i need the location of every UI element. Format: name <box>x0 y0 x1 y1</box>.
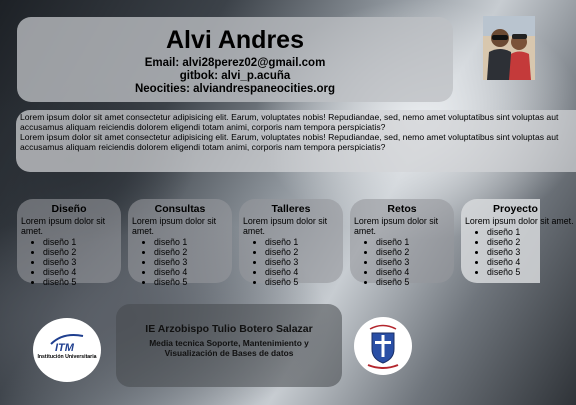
list-item: • diseño 2 <box>154 247 228 257</box>
card-title: Proyecto <box>493 203 538 215</box>
intro-text-block <box>16 110 576 172</box>
card-text: Lorem ipsum dolor sit amet. <box>354 216 439 236</box>
card-title: Diseño <box>51 203 87 215</box>
school-desc-line-2: Visualización de Bases de datos <box>164 348 294 358</box>
list-item: • diseño 5 <box>265 277 339 287</box>
card-text: Lorem ipsum dolor sit amet. <box>465 216 574 226</box>
email-text: Email: alvi28perez02@gmail.com <box>144 57 326 69</box>
list-item: • diseño 3 <box>487 247 536 257</box>
school-info <box>116 304 342 387</box>
school-crest-logo <box>354 317 412 375</box>
list-item: • diseño 4 <box>43 267 117 277</box>
list-item: • diseño 1 <box>265 237 339 247</box>
card-talleres <box>239 199 343 287</box>
neocities-text: Neocities: alviandrespaneocities.org <box>134 83 336 95</box>
card-title: Consultas <box>154 203 206 215</box>
school-desc-line-1: Media tecnica Soporte, Mantenimiento y <box>149 338 309 348</box>
itm-logo <box>33 318 101 382</box>
profile-header <box>17 17 453 102</box>
card-text: Lorem ipsum dolor sit amet. <box>243 216 328 236</box>
card-text: Lorem ipsum dolor sit amet. <box>21 216 106 236</box>
intro-paragraph-1: Lorem ipsum dolor sit amet consectetur adipisicing elit. Earum, voluptates nobis! Repudiandae, sed, nemo amet voluptatibus sint voluptas aut accusamus aliquam reiciendis dolorem eligendi totam animi, corporis nam tempora perspiciatis? <box>20 112 559 132</box>
list-item: • diseño 2 <box>376 247 450 257</box>
list-item: • diseño 1 <box>43 237 117 247</box>
intro-paragraph-2: Lorem ipsum dolor sit amet consectetur adipisicing elit. Earum, voluptates nobis! Repudiandae, sed, nemo amet voluptatibus sint voluptas aut accusamus aliquam reiciendis dolorem eligendi totam animi, corporis nam tempora perspiciatis? <box>20 132 559 152</box>
list-item: • diseño 2 <box>43 247 117 257</box>
list-item: • diseño 5 <box>376 277 450 287</box>
card-title: Retos <box>387 203 417 215</box>
list-item: • diseño 3 <box>43 257 117 267</box>
list-item: • diseño 5 <box>43 277 117 287</box>
list-item: • diseño 1 <box>376 237 450 247</box>
card-consultas <box>128 199 232 287</box>
card-diseno <box>17 199 121 287</box>
card-text: Lorem ipsum dolor sit amet. <box>132 216 217 236</box>
card-list <box>132 237 228 287</box>
list-item: • diseño 1 <box>154 237 228 247</box>
itm-mark: ITM <box>55 342 74 354</box>
card-list <box>354 237 450 287</box>
profile-photo <box>483 16 535 80</box>
itm-label: Institución Universitaria <box>37 354 97 360</box>
profile-name: Alvi Andres <box>165 26 304 54</box>
list-item: • diseño 4 <box>376 267 450 277</box>
card-retos <box>350 199 454 287</box>
list-item: • diseño 4 <box>154 267 228 277</box>
card-proyecto <box>461 199 574 283</box>
card-list <box>21 237 117 287</box>
list-item: • diseño 2 <box>265 247 339 257</box>
school-name: IE Arzobispo Tulio Botero Salazar <box>145 323 313 335</box>
card-title: Talleres <box>271 203 311 215</box>
card-list <box>465 227 536 277</box>
card-list <box>243 237 339 287</box>
list-item: • diseño 4 <box>265 267 339 277</box>
list-item: • diseño 3 <box>154 257 228 267</box>
list-item: • diseño 1 <box>487 227 536 237</box>
list-item: • diseño 5 <box>154 277 228 287</box>
list-item: • diseño 3 <box>376 257 450 267</box>
list-item: • diseño 2 <box>487 237 536 247</box>
list-item: • diseño 4 <box>487 257 536 267</box>
gitbook-text: gitbok: alvi_p.acuña <box>179 70 291 82</box>
list-item: • diseño 3 <box>265 257 339 267</box>
list-item: • diseño 5 <box>487 267 536 277</box>
